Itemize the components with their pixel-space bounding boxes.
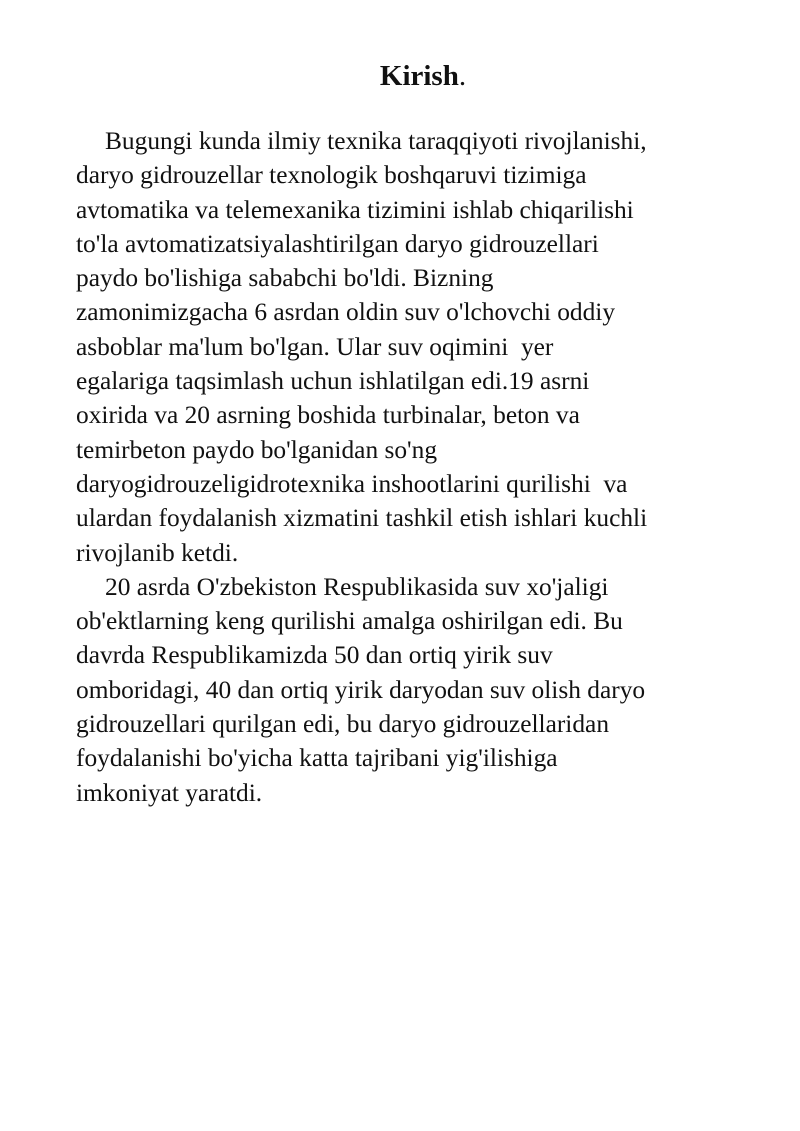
text-line: rivojlanib ketdi. [76,538,239,567]
text-line: omboridagi, 40 dan ortiq yirik daryodan suv olish daryo [76,675,646,704]
text-line: ulardan foydalanish xizmatini tashkil etish ishlari kuchli [76,504,648,533]
page-title [0,58,800,94]
text-line: daryo gidrouzellar texnologik boshqaruvi tizimiga [76,161,587,190]
text-line: paydo bo'lishiga sababchi bo'ldi. Bizning [76,264,494,293]
text-line: to'la avtomatizatsiyalashtirilgan daryo gidrouzellari [76,229,599,258]
title-text: Kirish [379,60,459,92]
text-line: ob'ektlarning keng qurilishi amalga oshirilgan edi. Bu [76,607,623,636]
title-period: . [458,60,467,92]
text-line: davrda Respublikamizda 50 dan ortiq yirik suv [76,641,553,670]
text-line: Bugungi kunda ilmiy texnika taraqqiyoti rivojlanishi, [105,127,647,155]
document-body [76,124,766,810]
text-line: foydalanishi bo'yicha katta tajribani yig'ilishiga [76,744,558,773]
text-line: daryogidrouzeligidrotexnika inshootlarini qurilishi va [76,469,628,498]
text-line: egalariga taqsimlash uchun ishlatilgan edi.19 asrni [76,367,590,396]
text-line: gidrouzellari qurilgan edi, bu daryo gidrouzellaridan [76,710,610,739]
paragraph-2 [76,570,766,810]
text-line: avtomatika va telemexanika tizimini ishlab chiqarilishi [76,195,634,224]
text-line: 20 asrda O'zbekiston Respublikasida suv xo'jaligi [105,572,609,601]
text-line: oxirida va 20 asrning boshida turbinalar, beton va [76,401,580,430]
text-line: temirbeton paydo bo'lganidan so'ng [76,435,438,464]
text-line: asboblar ma'lum bo'lgan. Ular suv oqimini yer [76,332,554,361]
text-line: zamonimizgacha 6 asrdan oldin suv o'lchovchi oddiy [76,298,616,327]
text-line: imkoniyat yaratdi. [76,778,263,807]
paragraph-1 [76,124,766,570]
